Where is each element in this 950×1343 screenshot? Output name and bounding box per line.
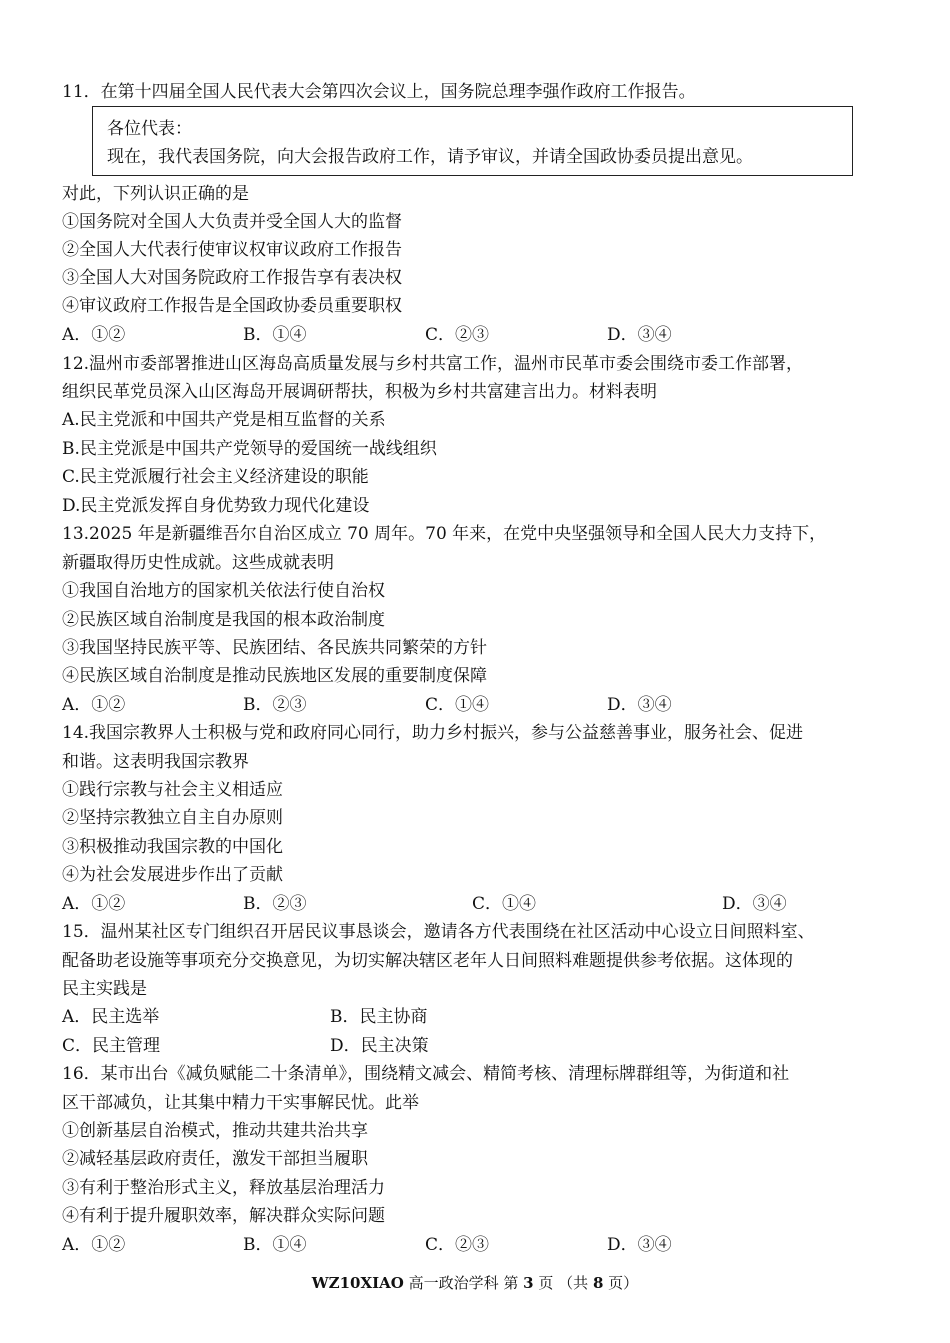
q11-box-line2: 现在，我代表国务院，向大会报告政府工作，请予审议，并请全国政协委员提出意见。 [107,147,753,167]
q11-option-a[interactable]: A．①② [62,325,126,345]
q11-option-d[interactable]: D．③④ [607,325,672,345]
q14-option-d[interactable]: D．③④ [722,894,787,914]
q15-option-a[interactable]: A．民主选举 [62,1007,160,1027]
q13-option-c[interactable]: C．①④ [425,695,490,715]
q13-item-1: ①我国自治地方的国家机关依法行使自治权 [62,581,385,601]
q11-item-1: ①国务院对全国人大负责并受全国人大的监督 [62,212,402,232]
footer-total-prefix: 页 （共 [538,1274,589,1292]
q13-option-a[interactable]: A．①② [62,695,126,715]
q14-option-b[interactable]: B．②③ [243,894,307,914]
q12-stem-line2: 组织民革党员深入山区海岛开展调研帮扶，积极为乡村共富建言出力。材料表明 [62,382,657,402]
q11-option-b[interactable]: B．①④ [243,325,307,345]
q12-option-d[interactable]: D.民主党派发挥自身优势致力现代化建设 [62,496,370,516]
q14-option-a[interactable]: A．①② [62,894,126,914]
q14-option-c[interactable]: C．①④ [472,894,537,914]
q12-option-c[interactable]: C.民主党派履行社会主义经济建设的职能 [62,467,369,487]
q16-item-4: ④有利于提升履职效率，解决群众实际问题 [62,1206,385,1226]
q13-item-2: ②民族区域自治制度是我国的根本政治制度 [62,610,385,630]
q12-stem-line1: 12.温州市委部署推进山区海岛高质量发展与乡村共富工作，温州市民革市委会围绕市委工作部署， [62,354,804,374]
q11-quote-box [92,106,853,176]
q16-option-c[interactable]: C．②③ [425,1235,490,1255]
q11-item-2: ②全国人大代表行使审议权审议政府工作报告 [62,240,402,260]
q14-stem-line2: 和谐。这表明我国宗教界 [62,752,249,772]
q13-stem-line1: 13.2025 年是新疆维吾尔自治区成立 70 周年。70 年来，在党中央坚强领导和全国人民大力支持下， [62,524,827,544]
q16-option-d[interactable]: D．③④ [607,1235,672,1255]
footer-total-pages: 8 [592,1274,604,1292]
q13-stem-line2: 新疆取得历史性成就。这些成就表明 [62,553,334,573]
q16-option-a[interactable]: A．①② [62,1235,126,1255]
footer-code: WZ10XIAO [311,1274,404,1292]
q15-option-b[interactable]: B．民主协商 [330,1007,428,1027]
page-footer [0,1272,950,1294]
q16-stem-line2: 区干部减负，让其集中精力干实事解民忧。此举 [62,1093,419,1113]
q14-stem-line1: 14.我国宗教界人士积极与党和政府同心同行，助力乡村振兴，参与公益慈善事业，服务社会、促进 [62,723,804,743]
q16-stem-line1: 16．某市出台《减负赋能二十条清单》，围绕精文减会、精简考核、清理标牌群组等，为街道和社 [62,1064,790,1084]
q11-item-4: ④审议政府工作报告是全国政协委员重要职权 [62,296,402,316]
q14-item-2: ②坚持宗教独立自主自办原则 [62,808,283,828]
q16-item-3: ③有利于整治形式主义，释放基层治理活力 [62,1178,385,1198]
q15-stem-line1: 15．温州某社区专门组织召开居民议事恳谈会，邀请各方代表围绕在社区活动中心设立日间照料室、 [62,922,815,942]
q12-option-b[interactable]: B.民主党派是中国共产党领导的爱国统一战线组织 [62,439,437,459]
q16-item-1: ①创新基层自治模式，推动共建共治共享 [62,1121,368,1141]
q13-item-4: ④民族区域自治制度是推动民族地区发展的重要制度保障 [62,666,487,686]
q14-item-3: ③积极推动我国宗教的中国化 [62,837,283,857]
footer-subject: 高一政治学科 第 [408,1274,519,1292]
q11-item-3: ③全国人大对国务院政府工作报告享有表决权 [62,268,402,288]
q15-option-d[interactable]: D．民主决策 [330,1036,429,1056]
q13-option-b[interactable]: B．②③ [243,695,307,715]
q11-box-line1: 各位代表： [107,119,192,139]
footer-page-number: 3 [523,1274,534,1292]
q13-option-d[interactable]: D．③④ [607,695,672,715]
q16-item-2: ②减轻基层政府责任，激发干部担当履职 [62,1149,368,1169]
q15-stem-line2: 配备助老设施等事项充分交换意见，为切实解决辖区老年人日间照料难题提供参考依据。这体现的 [62,951,793,971]
q15-stem-line3: 民主实践是 [62,979,147,999]
q15-option-c[interactable]: C．民主管理 [62,1036,161,1056]
q14-item-1: ①践行宗教与社会主义相适应 [62,780,283,800]
q11-stem: 11．在第十四届全国人民代表大会第四次会议上，国务院总理李强作政府工作报告。 [62,82,696,102]
footer-suffix: 页） [608,1274,639,1292]
q13-item-3: ③我国坚持民族平等、民族团结、各民族共同繁荣的方针 [62,638,487,658]
q16-option-b[interactable]: B．①④ [243,1235,307,1255]
q11-option-c[interactable]: C．②③ [425,325,490,345]
q14-item-4: ④为社会发展进步作出了贡献 [62,865,283,885]
q12-option-a[interactable]: A.民主党派和中国共产党是相互监督的关系 [62,410,386,430]
q11-lead: 对此，下列认识正确的是 [62,184,249,204]
